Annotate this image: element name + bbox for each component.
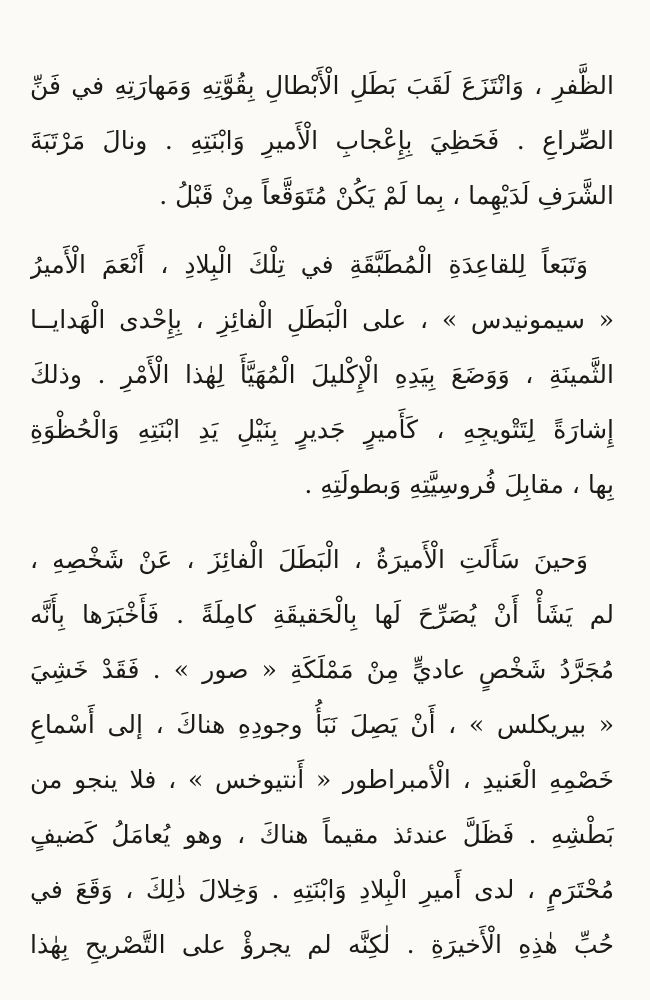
text-line: « بيريكلس » ، أَنْ يَصِلَ نَبَأُ وجودِهِ هناكَ ، إلى أَسْماعِ <box>30 710 614 739</box>
text-line: إِشارَةً لِتَتْويجِهِ ، كَأَميرٍ جَديرٍ بِنَيْلِ يَدِ ابْنَتِهِ وَالْحُظْوَةِ <box>30 415 614 444</box>
text-line: الصِّراعِ . فَحَظِيَ بِإِعْجابِ الْأَميرِ وَابْنَتِهِ . ونالَ مَرْتَبَةَ <box>30 126 614 155</box>
text-line: لم يَشَأْ أَنْ يُصَرِّحَ لَها بِالْحَقيقَةِ كامِلَةً . فَأَخْبَرَها بِأَنَّه <box>30 600 614 629</box>
text-line: الثَّمينَةِ ، وَوَضَعَ بِيَدِهِ الْإِكْليلَ الْمُهَيَّأَ لِهٰذا الْأَمْرِ . وذلكَ <box>30 360 614 389</box>
text-line: الشَّرَفِ لَدَيْهِما ، بِما لَمْ يَكُنْ مُتَوَقَّعاً مِنْ قَبْلُ . <box>159 181 614 210</box>
text-line: خَصْمِهِ الْعَنيدِ ، الْأمبراطور « أَنتيوخس » ، فلا ينجو من <box>30 765 614 794</box>
text-line: الظَّفرِ ، وَانْتَزَعَ لَقَبَ بَطَلِ الْأَبْطالِ بِقُوَّتِهِ وَمَهارَتِهِ في فَنِّ <box>30 71 614 100</box>
text-line: مُحْتَرَمٍ ، لدى أَميرِ الْبِلادِ وَابْنَتِهِ . وَخِلالَ ذٰلِكَ ، وَقَعَ في <box>30 875 614 904</box>
text-line: بِها ، مقابِلَ فُروسِيَّتِهِ وَبطولَتِهِ . <box>304 470 614 499</box>
paragraph-1 <box>30 58 614 223</box>
text-line: مُجَرَّدُ شَخْصٍ عاديٍّ مِنْ مَمْلَكَةِ « صور » . فَقَدْ خَشِيَ <box>30 655 614 684</box>
text-line: حُبِّ هٰذِهِ الْأَخيرَةِ . لٰكِنَّه لم يجرؤْ على التَّصْريحِ بِهٰذا <box>30 930 614 959</box>
text-line: وَحينَ سَأَلَتِ الْأَميرَةُ ، الْبَطَلَ الْفائِزَ ، عَنْ شَخْصِهِ ، <box>30 545 588 574</box>
text-body <box>30 58 614 972</box>
text-line: « سيمونيدس » ، على الْبَطَلِ الْفائِزِ ، بِإِحْدى الْهَدايــا <box>30 305 614 334</box>
text-line: بَطْشِهِ . فَظَلَّ عندئذ مقيماً هناكَ ، وهو يُعامَلُ كَضيفٍ <box>30 820 614 849</box>
text-line: وَتَبَعاً لِلقاعِدَةِ الْمُطَبَّقَةِ في تِلْكَ الْبِلادِ ، أَنْعَمَ الْأَميرُ <box>30 250 588 279</box>
paragraph-2 <box>30 237 614 512</box>
paragraph-3 <box>30 532 614 972</box>
